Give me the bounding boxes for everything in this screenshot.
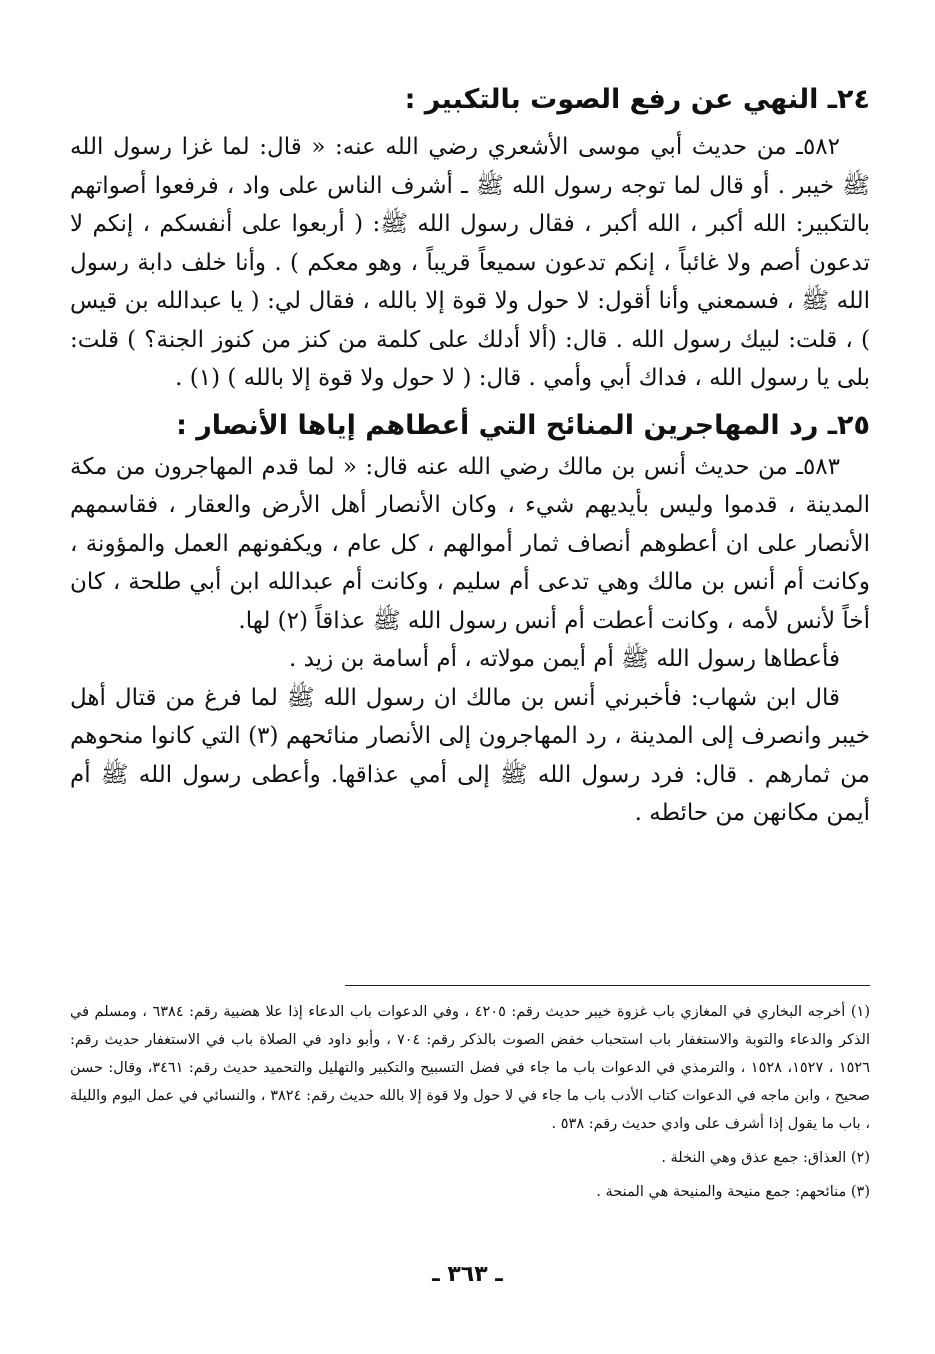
- section-heading-24: ٢٤ـ النهي عن رفع الصوت بالتكبير :: [404, 84, 870, 115]
- hadith-582: ٥٨٢ـ من حديث أبي موسى الأشعري رضي الله عنه: « قال: لما غزا رسول الله ﷺ خيبر . أو قال لما توجه رسول الله ﷺ ـ أشرف الناس على واد ، فرفعوا أصواتهم بالتكبير: الله أكبر ، الله أكبر ، فقال رسول الله ﷺ: ( أربعوا على أنفسكم ، إنكم لا تدعون أصم ولا غائباً ، إنكم تدعون سميعاً قريباً ، وهو معكم ) . وأنا خلف دابة رسول الله ﷺ ، فسمعني وأنا أقول: لا حول ولا قوة إلا بالله ، فقال لي: ( يا عبدالله بن قيس ) ، قلت: لبيك رسول الله . قال: (ألا أدلك على كلمة من كنز من كنوز الجنة؟ ) قلت: بلى يا رسول الله ، فداك أبي وأمي . قال: ( لا حول ولا قوة إلا بالله ) (١) .: [70, 134, 870, 391]
- main-text: [70, 78, 870, 833]
- footnote-1: (١) أخرجه البخاري في المغازي باب غزوة خيبر حديث رقم: ٤٢٠٥ ، وفي الدعوات باب الدعاء إذا علا هضبية رقم: ٦٣٨٤ ، ومسلم في الذكر والدعاء والتوبة والاستغفار باب استحباب خفض الصوت بالذكر رقم: ٧٠٤ ، وأبو داود في الصلاة باب في الاستغفار حديث رقم: ١٥٢٦ ، ١٥٢٧، ١٥٢٨ ، والترمذي في الدعوات باب ما جاء في فضل التسبيح والتكبير والتهليل والتحميد حديث رقم: ٣٤٦١، وقال: حسن صحيح ، وابن ماجه في الدعوات كتاب الأدب باب ما جاء في لا حول ولا قوة إلا بالله حديث رقم: ٣٨٢٤ ، والنسائي في عمل اليوم والليلة ، باب ما يقول إذا أشرف على وادي حديث رقم: ٥٣٨ .: [70, 1004, 871, 1132]
- hadith-583-continued: فأعطاها رسول الله ﷺ أم أيمن مولاته ، أم أسامة بن زيد .: [288, 646, 840, 672]
- page-number: ـ ٣٦٣ ـ: [432, 1262, 503, 1287]
- footnote-separator: [345, 985, 870, 986]
- footnote-2: (٢) العذاق: جمع عذق وهي النخلة .: [661, 1150, 870, 1166]
- footnotes: [70, 998, 870, 1206]
- footnote-3: (٣) منائحهم: جمع منيحة والمنيحة هي المنحة .: [596, 1184, 870, 1200]
- hadith-583-ibn-shihab: قال ابن شهاب: فأخبرني أنس بن مالك ان رسول الله ﷺ لما فرغ من قتال أهل خيبر وانصرف إلى المدينة ، رد المهاجرون إلى الأنصار منائحهم (٣) التي كانوا منحوهم من ثمارهم . قال: فرد رسول الله ﷺ إلى أمي عذاقها. وأعطى رسول الله ﷺ أم أيمن مكانهن من حائطه .: [70, 684, 870, 826]
- hadith-583: ٥٨٣ـ من حديث أنس بن مالك رضي الله عنه قال: « لما قدم المهاجرون من مكة المدينة ، قدموا وليس بأيديهم شيء ، وكان الأنصار أهل الأرض والعقار ، فقاسمهم الأنصار على ان أعطوهم أنصاف ثمار أموالهم ، كل عام ، ويكفونهم العمل والمؤونة ، وكانت أم أنس بن مالك وهي تدعى أم سليم ، وكانت أم عبدالله ابن أبي طلحة ، كان أخاً لأنس لأمه ، وكانت أعطت أم أنس رسول الله ﷺ عذاقاً (٢) لها.: [70, 453, 870, 634]
- section-heading-25: ٢٥ـ رد المهاجرين المنائح التي أعطاهم إياها الأنصار :: [176, 409, 870, 441]
